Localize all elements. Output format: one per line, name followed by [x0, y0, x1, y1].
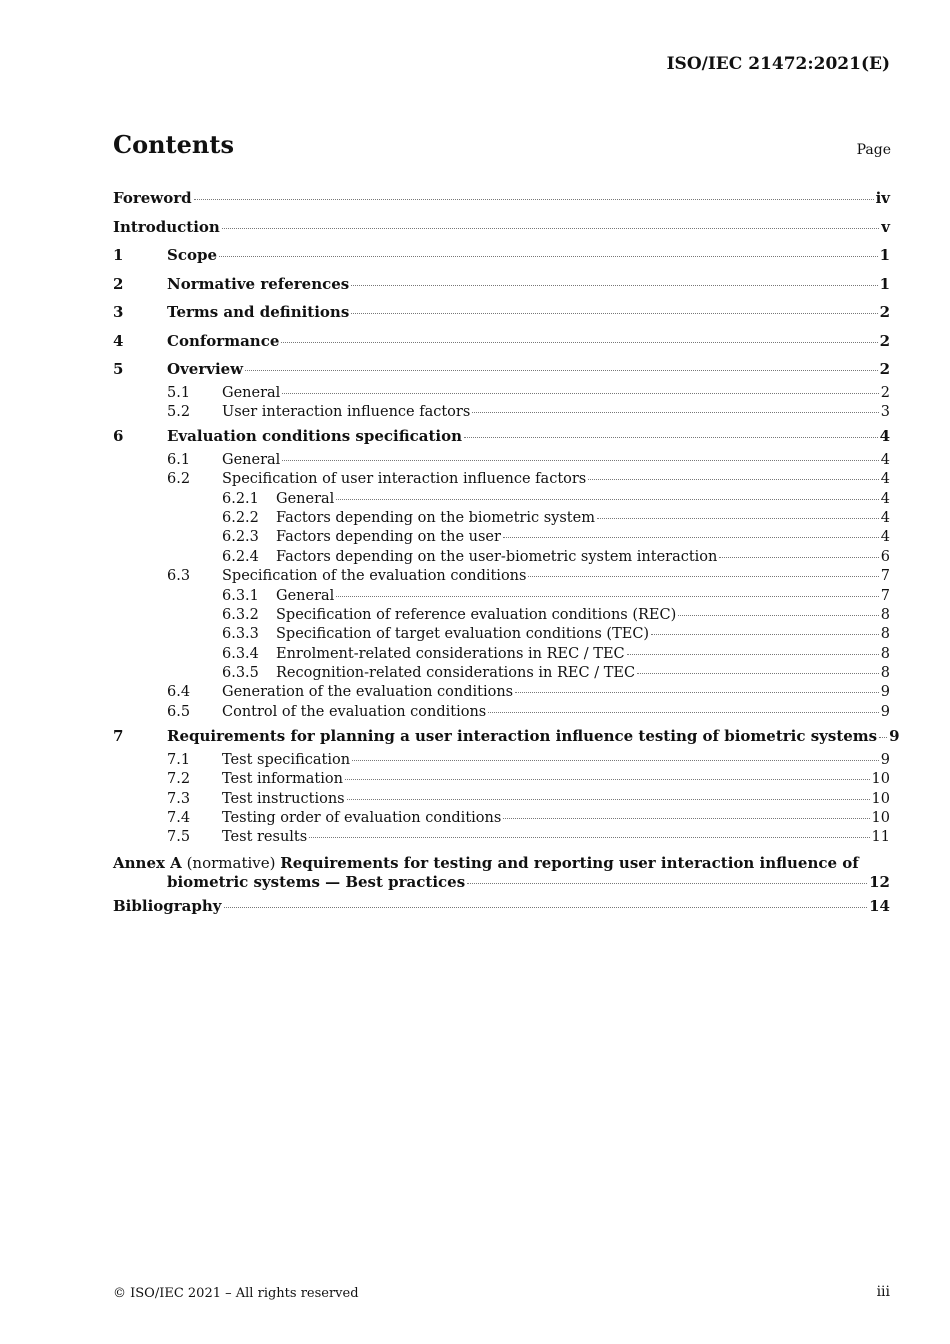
toc-entry-page: 10: [871, 771, 890, 788]
toc-entry[interactable]: [113, 298, 890, 327]
toc-entry-number: 6.1: [167, 451, 191, 468]
toc-entry[interactable]: [113, 751, 890, 770]
dot-leader: [528, 576, 878, 577]
toc-entry-number: 6.2.4: [222, 548, 259, 565]
toc-entry-label: Specification of target evaluation conditions (TEC): [276, 626, 650, 643]
toc-entry[interactable]: [113, 451, 890, 470]
toc-entry-label: Test information: [222, 771, 343, 788]
toc-entry-page: 4: [879, 427, 890, 446]
dot-leader: [351, 285, 877, 286]
toc-entry[interactable]: [113, 490, 890, 509]
toc-entry-number: 6.3.3: [222, 626, 259, 643]
annex-title-line1: Requirements for testing and reporting user interaction influence of: [280, 853, 859, 872]
toc-entry-page: 8: [880, 645, 890, 662]
toc-entry-label: Foreword: [113, 189, 192, 207]
toc-entry[interactable]: [113, 184, 890, 213]
toc-entry[interactable]: [113, 213, 890, 242]
dot-leader: [194, 199, 874, 200]
dot-leader: [627, 654, 879, 655]
page-title: Contents: [113, 130, 234, 159]
annex-page: 12: [869, 873, 890, 892]
toc-entry-page: 2: [879, 331, 890, 350]
toc-entry-label: Specification of the evaluation conditions: [222, 568, 527, 585]
toc-entry-number: 6.2.2: [222, 509, 259, 526]
toc-entry-number: 3: [113, 303, 124, 321]
toc-entry[interactable]: [113, 587, 890, 606]
toc-entry[interactable]: [113, 509, 890, 528]
toc-entry[interactable]: [113, 809, 890, 828]
toc-entry-number: 6.2: [167, 471, 191, 488]
dot-leader: [719, 557, 878, 558]
toc-bibliography-entry[interactable]: [113, 892, 890, 921]
toc-entry-number: 7: [113, 727, 124, 746]
dot-leader: [472, 412, 878, 413]
dot-leader: [503, 818, 869, 819]
toc-entry-label: Test instructions: [222, 790, 345, 807]
toc-entry[interactable]: [113, 790, 890, 809]
toc-entry-page: 4: [880, 451, 890, 468]
annex-title-line2: biometric systems — Best practices: [167, 873, 466, 892]
toc-entry-number: 4: [113, 331, 124, 350]
annex-prefix: Annex A: [113, 853, 182, 872]
toc-entry-page: 7: [880, 568, 890, 585]
toc-entry[interactable]: [113, 470, 890, 489]
toc-entry-page: 9: [889, 727, 900, 746]
toc-entry-page: 2: [879, 303, 890, 321]
toc-entry[interactable]: [113, 355, 890, 384]
toc-entry-page: 9: [880, 751, 890, 768]
dot-leader: [597, 518, 879, 519]
dot-leader: [678, 615, 879, 616]
toc-entry-number: 6.4: [167, 684, 191, 701]
toc-entry-number: 1: [113, 246, 124, 264]
toc-entry[interactable]: [113, 645, 890, 664]
toc-entry[interactable]: [113, 528, 890, 547]
toc-entry-label: Conformance: [167, 331, 280, 350]
toc-entry-label: Specification of user interaction influence factors: [222, 471, 587, 488]
page-column-label: Page: [856, 142, 891, 158]
toc-entry-page: 10: [871, 790, 890, 807]
toc-entry-number: 6.3.1: [222, 587, 259, 604]
toc-entry-page: iv: [875, 189, 890, 207]
dot-leader: [464, 437, 878, 438]
toc-entry[interactable]: [113, 683, 890, 702]
dot-leader: [345, 779, 870, 780]
dot-leader: [488, 712, 879, 713]
toc-entry-label: General: [276, 490, 335, 507]
toc-entry[interactable]: [113, 384, 890, 403]
toc-entry-label: Factors depending on the user: [276, 529, 501, 546]
toc-entry-page: 9: [880, 703, 890, 720]
dot-leader: [224, 907, 868, 908]
dot-leader: [637, 673, 879, 674]
toc-entry-number: 6.3.4: [222, 645, 259, 662]
toc-entry[interactable]: [113, 625, 890, 644]
toc-entry-number: 7.4: [167, 809, 191, 826]
dot-leader: [879, 737, 887, 738]
toc-entry-label: Overview: [167, 360, 244, 378]
toc-entry-label: Control of the evaluation conditions: [222, 703, 487, 720]
toc-entry-label: General: [222, 384, 281, 401]
toc-entry-label: Requirements for planning a user interaction influence testing of biometric systems: [167, 727, 878, 746]
dot-leader: [219, 256, 878, 257]
toc-entry-page: 9: [880, 684, 890, 701]
toc-entry-page: 4: [880, 509, 890, 526]
dot-leader: [309, 837, 869, 838]
toc-entry-number: 7.2: [167, 771, 191, 788]
toc-entry-number: 7.3: [167, 790, 191, 807]
toc-entry-number: 6.2.3: [222, 529, 259, 546]
toc-entry-number: 6.5: [167, 703, 191, 720]
toc-entry-label: Specification of reference evaluation conditions (REC): [276, 606, 677, 623]
toc-entry-page: 7: [880, 587, 890, 604]
toc-entry-page: 8: [880, 606, 890, 623]
toc-entry-label: Factors depending on the user-biometric system interaction: [276, 548, 718, 565]
toc-entry-page: 11: [871, 829, 890, 846]
toc-entry-label: Scope: [167, 246, 218, 264]
toc-entry-number: 7.5: [167, 829, 191, 846]
dot-leader: [515, 692, 879, 693]
dot-leader: [281, 342, 877, 343]
dot-leader: [651, 634, 879, 635]
toc-entry-page: 3: [880, 403, 890, 420]
toc-entry-label: Testing order of evaluation conditions: [222, 809, 502, 826]
annex-type: (normative): [186, 853, 276, 872]
toc-entry[interactable]: [113, 241, 890, 270]
toc-entry-label: Generation of the evaluation conditions: [222, 684, 514, 701]
toc-entry-label: Enrolment-related considerations in REC / TEC: [276, 645, 625, 662]
toc-entry-label: User interaction influence factors: [222, 403, 471, 420]
toc-entry-number: 6.3.2: [222, 606, 259, 623]
toc-annex-entry[interactable]: [113, 854, 890, 893]
dot-leader: [336, 499, 878, 500]
toc-entry[interactable]: [113, 548, 890, 567]
toc-entry[interactable]: [113, 567, 890, 586]
toc-entry-label: Bibliography: [113, 896, 222, 915]
toc-entry[interactable]: [113, 664, 890, 683]
toc-entry-label: Test results: [222, 829, 308, 846]
toc-entry-label: Test specification: [222, 751, 351, 768]
toc-entry-page: v: [881, 217, 890, 236]
dot-leader: [282, 460, 878, 461]
toc-entry-number: 5: [113, 360, 124, 378]
toc-entry-page: 10: [871, 809, 890, 826]
toc-entry-page: 8: [880, 665, 890, 682]
toc-entry-page: 2: [880, 384, 890, 401]
toc-entry-page: 8: [880, 626, 890, 643]
toc-entry-page: 14: [869, 896, 890, 915]
toc-entry-label: Introduction: [113, 217, 220, 236]
table-of-contents: [113, 184, 900, 920]
document-id: ISO/IEC 21472:2021(E): [666, 54, 890, 74]
toc-entry-label: Normative references: [167, 274, 350, 293]
toc-entry-number: 5.1: [167, 384, 191, 401]
toc-entry-number: 6.2.1: [222, 490, 259, 507]
dot-leader: [347, 799, 870, 800]
dot-leader: [222, 228, 879, 229]
dot-leader: [503, 537, 879, 538]
dot-leader: [352, 760, 879, 761]
toc-entry-number: 2: [113, 274, 124, 293]
dot-leader: [351, 313, 877, 314]
page-number: iii: [876, 1284, 890, 1300]
toc-entry-label: Factors depending on the biometric system: [276, 509, 595, 526]
toc-entry-page: 1: [879, 246, 890, 264]
toc-entry-label: Evaluation conditions specification: [167, 427, 462, 446]
toc-entry-page: 4: [880, 490, 890, 507]
toc-entry-number: 6: [113, 427, 124, 446]
toc-entry[interactable]: [113, 327, 890, 356]
dot-leader: [467, 883, 867, 884]
toc-entry-page: 4: [880, 471, 890, 488]
dot-leader: [588, 479, 879, 480]
toc-entry[interactable]: [113, 703, 890, 722]
toc-entry[interactable]: [113, 270, 890, 299]
toc-entry-number: 6.3.5: [222, 665, 259, 682]
toc-entry[interactable]: [113, 403, 890, 422]
toc-entry[interactable]: [113, 770, 890, 789]
dot-leader: [336, 596, 878, 597]
toc-entry-label: General: [222, 451, 281, 468]
toc-entry-number: 6.3: [167, 568, 191, 585]
toc-entry-label: General: [276, 587, 335, 604]
toc-entry-number: 5.2: [167, 403, 191, 420]
toc-entry-label: Terms and definitions: [167, 303, 350, 321]
toc-entry-label: Recognition-related considerations in REC / TEC: [276, 665, 636, 682]
toc-entry-page: 4: [880, 529, 890, 546]
dot-leader: [282, 393, 878, 394]
toc-entry-page: 1: [879, 274, 890, 293]
toc-entry[interactable]: [113, 422, 890, 451]
toc-entry-page: 2: [879, 360, 890, 378]
toc-entry[interactable]: [113, 828, 890, 847]
dot-leader: [245, 370, 877, 371]
copyright-notice: © ISO/IEC 2021 – All rights reserved: [113, 1286, 359, 1301]
toc-entry-page: 6: [880, 548, 890, 565]
toc-entry[interactable]: [113, 606, 890, 625]
toc-entry[interactable]: [113, 722, 900, 751]
toc-entry-number: 7.1: [167, 751, 191, 768]
